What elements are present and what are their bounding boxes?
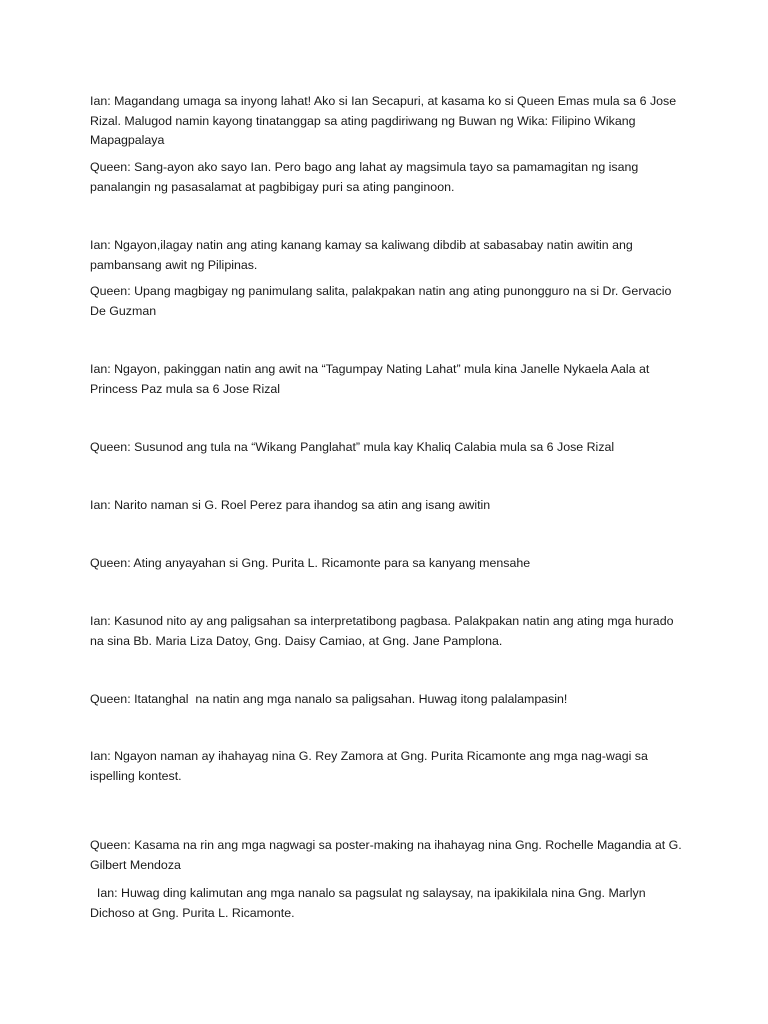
paragraph-queen-poster: Queen: Kasama na rin ang mga nagwagi sa poster-making na ihahayag nina Gng. Rochelle Magandia at G. Gilbert Mendoza — [90, 838, 686, 872]
paragraph-ian-judges: Ian: Kasunod nito ay ang paligsahan sa interpretatibong pagbasa. Palakpakan natin ang ating mga hurado na sina Bb. Maria Liza Datoy, Gng. Daisy Camiao, at Gng. Jane Pamplona. — [90, 614, 677, 648]
paragraph-queen-message: Queen: Ating anyayahan si Gng. Purita L. Ricamonte para sa kanyang mensahe — [90, 556, 531, 570]
paragraph-ian-perez: Ian: Narito naman si G. Roel Perez para ihandog sa atin ang isang awitin — [90, 498, 491, 512]
paragraph-ian-essay: Ian: Huwag ding kalimutan ang mga nanalo sa pagsulat ng salaysay, na ipakikilala nina Gng. Marlyn Dichoso at Gng. Purita L. Ricamonte. — [90, 886, 650, 920]
paragraph-queen-prayer: Queen: Sang-ayon ako sayo Ian. Pero bago ang lahat ay magsimula tayo sa pamamagitan ng isang panalangin ng pasasalamat at pagbibigay puri sa ating panginoon. — [90, 160, 642, 194]
paragraph-ian-spelling: Ian: Ngayon naman ay ihahayag nina G. Rey Zamora at Gng. Purita Ricamonte ang mga nag-wagi sa ispelling kontest. — [90, 749, 652, 783]
paragraph-ian-opening: Ian: Magandang umaga sa inyong lahat! Ako si Ian Secapuri, at kasama ko si Queen Emas mula sa 6 Jose Rizal. Malugod namin kayong tinatanggap sa ating pagdiriwang ng Buwan ng Wika: Filipino Wikang Mapagpalaya — [90, 94, 680, 147]
paragraph-queen-principal: Queen: Upang magbigay ng panimulang salita, palakpakan natin ang ating punongguro na si Dr. Gervacio De Guzman — [90, 284, 675, 318]
paragraph-ian-anthem: Ian: Ngayon,ilagay natin ang ating kanang kamay sa kaliwang dibdib at sabasabay natin awitin ang pambansang awit ng Pilipinas. — [90, 238, 637, 272]
paragraph-ian-song: Ian: Ngayon, pakinggan natin ang awit na “Tagumpay Nating Lahat” mula kina Janelle Nykaela Aala at Princess Paz mula sa 6 Jose Rizal — [90, 362, 653, 396]
paragraph-queen-winners: Queen: Itatanghal na natin ang mga nanalo sa paligsahan. Huwag itong palalampasin! — [90, 692, 568, 706]
paragraph-queen-poem: Queen: Susunod ang tula na “Wikang Panglahat” mula kay Khaliq Calabia mula sa 6 Jose Rizal — [90, 440, 615, 454]
